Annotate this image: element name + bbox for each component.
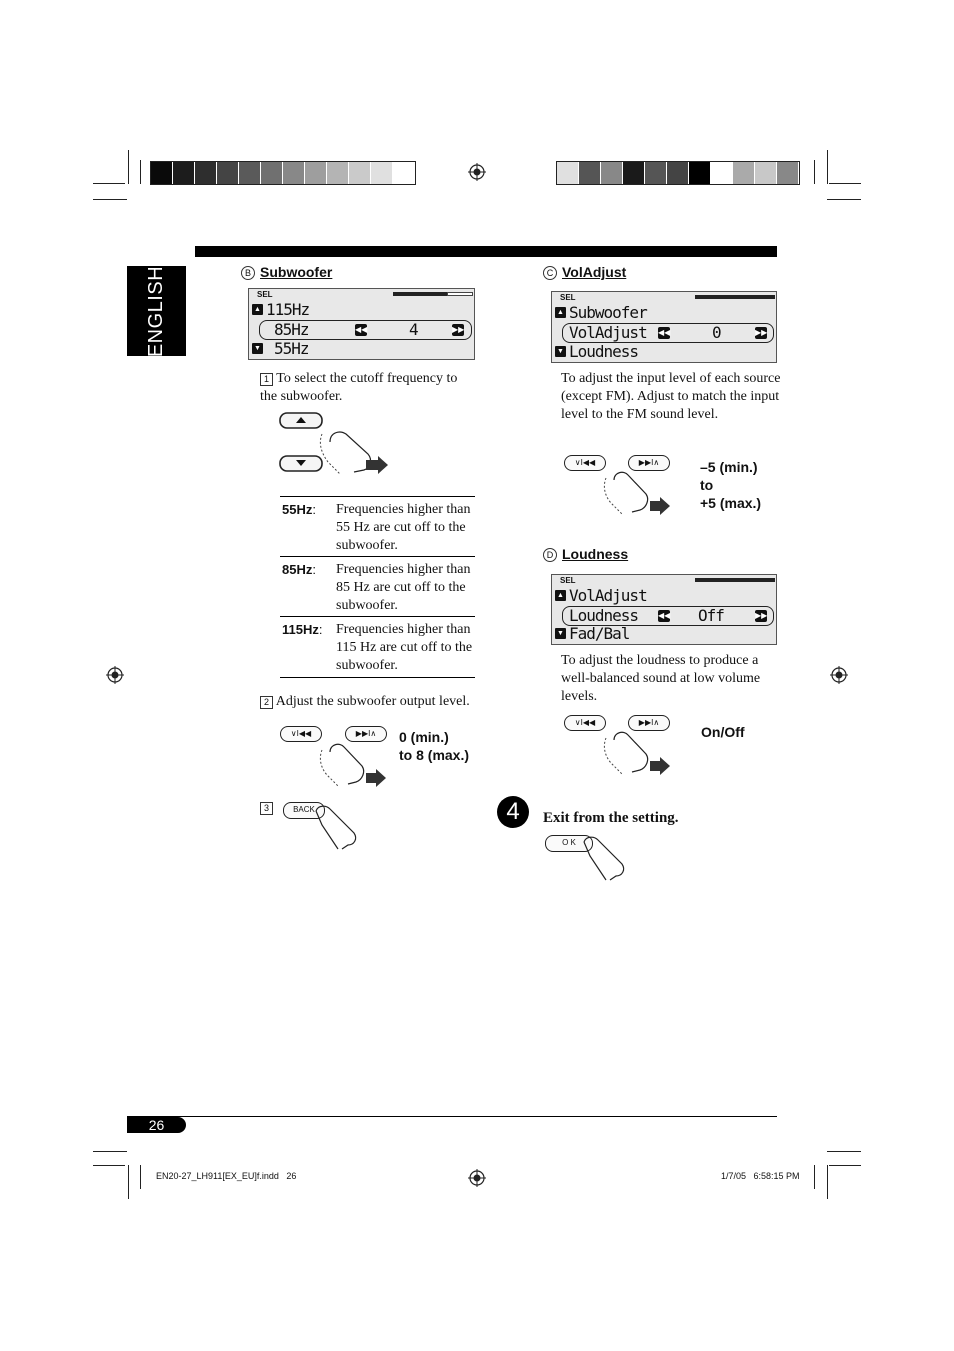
lcd-sel-label: SEL [560,576,576,585]
color-swatch [195,162,217,184]
color-swatch [667,162,689,184]
step-4-text: Exit from the setting. [543,810,679,826]
step-number: 3 [260,802,273,815]
section-heading-voladjust [543,264,626,280]
color-calibration-bar-left [150,161,416,185]
step-2 [260,693,480,711]
button-label: ▶▶I∧ [638,718,660,727]
table-key: 85Hz [282,562,313,577]
crop-mark [128,150,129,184]
range-line: +5 (max.) [700,495,762,511]
down-arrow-icon: ▼ [555,346,566,357]
lcd-row-1: 115Hz [266,300,310,319]
color-calibration-bar-right [556,161,800,185]
loudness-options: On/Off [701,724,745,740]
table-row [280,616,475,678]
section-title: VolAdjust [562,264,627,280]
hand-press-icon [316,740,396,790]
lcd-display-subwoofer [248,288,475,360]
file-info: EN20-27_LH911[EX_EU]f.indd 26 [156,1171,297,1181]
button-label: ∨I◀◀ [574,718,596,727]
lcd-row-2: 85Hz [274,320,309,339]
section-letter: D [543,548,557,562]
step-1-text: To select the cutoff frequency to the subwoofer. [260,371,458,404]
color-swatch [733,162,755,184]
crop-mark [93,1165,125,1166]
crop-mark [140,1165,141,1189]
step-number: 1 [260,373,273,386]
color-swatch [239,162,261,184]
table-row [280,496,475,557]
lcd-sel-label: SEL [257,290,273,299]
registration-target-icon [830,666,848,684]
range-hint [700,458,761,512]
color-swatch [601,162,623,184]
fast-forward-icon: ▶▶ [755,611,768,620]
crop-mark [827,1165,828,1199]
lcd-level-meter [393,292,447,296]
table-key: 55Hz [282,502,313,517]
section-heading-loudness [543,546,628,562]
color-swatch [371,162,393,184]
color-swatch [689,162,711,184]
lcd-row-3: 55Hz [274,339,309,358]
color-swatch [327,162,349,184]
table-row [280,556,475,617]
step-3 [260,799,273,817]
hand-press-icon [580,836,630,882]
step-1 [260,370,475,406]
color-swatch [349,162,371,184]
lcd-row-2: VolAdjust [569,323,647,342]
language-tab [127,266,186,356]
color-swatch [579,162,601,184]
color-swatch [623,162,645,184]
lcd-row-2: Loudness [569,606,639,625]
lcd-display-loudness [551,574,777,645]
table-key: 115Hz [282,622,319,637]
up-arrow-icon: ▲ [555,590,566,601]
down-arrow-icon: ▼ [555,628,566,639]
button-label: ▶▶I∧ [638,458,660,467]
loudness-description: To adjust the loudness to produce a well-balanced sound at low volume levels. [561,653,761,704]
section-heading-subwoofer [241,264,332,280]
header-rule [195,246,777,257]
color-swatch [151,162,173,184]
button-label: ▶▶I∧ [355,729,377,738]
crop-mark [829,1165,861,1166]
color-swatch [173,162,195,184]
table-key-separator: : [318,622,323,637]
section-title: Loudness [562,546,629,562]
up-down-buttons-illustration [278,410,393,476]
color-swatch [777,162,799,184]
crop-mark [93,1151,127,1152]
crop-mark [93,199,127,200]
color-swatch [283,162,305,184]
crop-mark [814,1165,815,1189]
lcd-row-1: Subwoofer [569,303,647,322]
crop-mark [140,160,141,184]
lcd-row-2-value: 0 [712,323,721,342]
crop-mark [93,183,125,184]
crop-mark [814,160,815,184]
rewind-icon: ◀◀ [355,325,368,334]
color-swatch [711,162,733,184]
crop-mark [827,150,828,184]
range-line: to [700,477,714,493]
range-line: 0 (min.) [399,729,449,745]
lcd-level-meter-empty [447,292,473,296]
page-number: 26 [127,1117,186,1133]
step-number: 2 [260,696,273,709]
table-value: Frequencies higher than 85 Hz are cut off to the subwoofer. [336,562,471,613]
lcd-sel-label: SEL [560,293,576,302]
crop-mark [827,1151,861,1152]
step-4-number-badge: 4 [497,796,529,828]
button-label: ∨I◀◀ [290,729,312,738]
registration-target-icon [468,163,486,181]
color-swatch [393,162,415,184]
registration-target-icon [468,1169,486,1187]
hand-press-icon [600,728,680,778]
lcd-level-meter [695,295,775,299]
hand-press-icon [312,805,362,851]
color-swatch [261,162,283,184]
hand-press-icon [600,468,680,518]
step-2-text: Adjust the subwoofer output level. [275,694,470,709]
registration-target-icon [106,666,124,684]
button-label: ∨I◀◀ [574,458,596,467]
fast-forward-icon: ▶▶ [452,325,465,334]
timestamp: 1/7/05 6:58:15 PM [721,1171,800,1181]
up-arrow-icon: ▲ [252,304,263,315]
section-letter: B [241,266,255,280]
button-label: O K [562,838,576,847]
range-hint [399,728,469,764]
crop-mark [128,1165,129,1199]
down-arrow-icon: ▼ [252,343,263,354]
table-value: Frequencies higher than 115 Hz are cut off to the subwoofer. [336,622,473,673]
color-swatch [557,162,579,184]
lcd-row-3: Fad/Bal [569,624,630,643]
lcd-display-voladjust [551,291,777,363]
lcd-row-2-value: Off [698,606,724,625]
range-line: –5 (min.) [700,459,758,475]
section-title: Subwoofer [260,264,333,280]
table-key-separator: : [312,562,316,577]
fast-forward-icon: ▶▶ [755,328,768,337]
color-swatch [217,162,239,184]
rewind-icon: ◀◀ [658,611,671,620]
lcd-row-1: VolAdjust [569,586,647,605]
lcd-level-meter [695,578,775,582]
color-swatch [755,162,777,184]
up-arrow-icon: ▲ [555,307,566,318]
voladjust-description: To adjust the input level of each source (except FM). Adjust to match the input level to the FM sound level. [561,371,781,422]
lcd-row-3: Loudness [569,342,639,361]
color-swatch [645,162,667,184]
range-line: to 8 (max.) [399,747,470,763]
section-letter: C [543,266,557,280]
footer-rule [127,1116,777,1117]
button-label: BACK [293,805,315,814]
table-value: Frequencies higher than 55 Hz are cut off to the subwoofer. [336,502,471,553]
lcd-row-2-value: 4 [409,320,418,339]
color-swatch [305,162,327,184]
crop-mark [827,199,861,200]
crop-mark [829,183,861,184]
table-key-separator: : [312,502,316,517]
language-tab-label: ENGLISH [145,265,167,357]
rewind-icon: ◀◀ [658,328,671,337]
